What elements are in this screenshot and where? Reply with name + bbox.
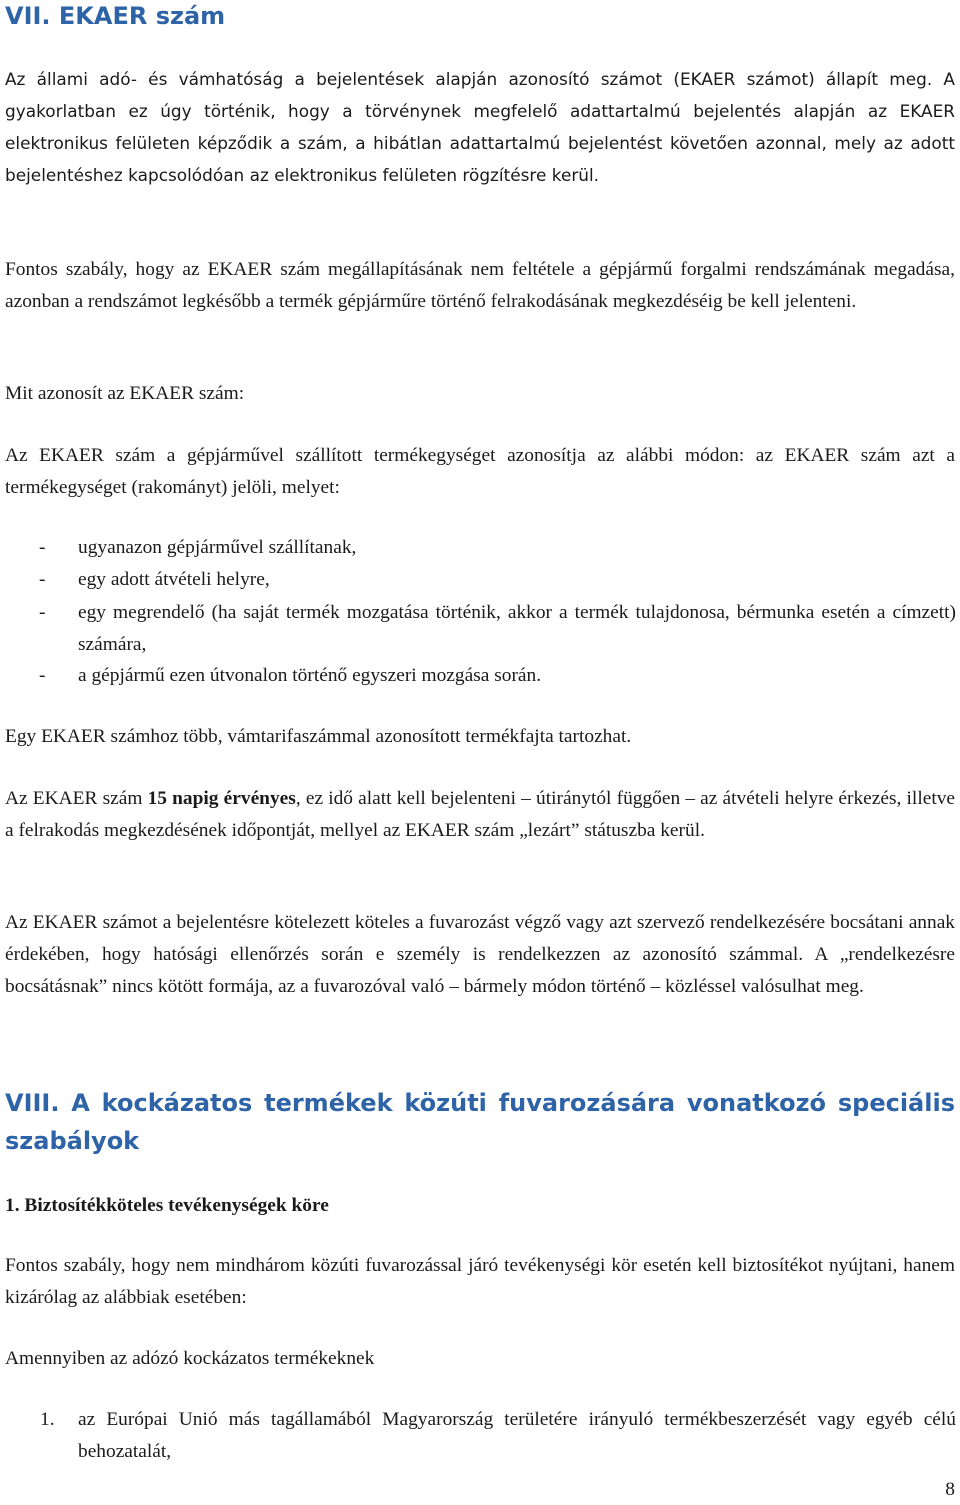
section-7-paragraph-2: Fontos szabály, hogy az EKAER szám megállapításának nem feltétele a gépjármű forgalmi rendszámának megadása, azonban a rendszámot legkésőbb a termék gépjárműre történő felrakodásának megkezdéséig be kell jelenteni.	[5, 259, 955, 312]
section-8-subheading: 1. Biztosítékköteles tevékenységek köre	[5, 1195, 329, 1216]
numbered-list-item: az Európai Unió más tagállamából Magyarország területére irányuló termékbeszerzését vagy egyéb célú behozatalát,	[78, 1409, 956, 1462]
section-7-paragraph-6	[5, 783, 955, 847]
list-item-marker: -	[39, 537, 46, 558]
section-8-paragraph-1: Fontos szabály, hogy nem mindhárom közúti fuvarozással járó tevékenységi kör esetén kell biztosítékot nyújtani, hanem kizárólag az alábbiak esetében:	[5, 1255, 955, 1308]
section-7-heading: VII. EKAER szám	[5, 2, 226, 30]
list-item: ugyanazon gépjárművel szállítanak,	[78, 537, 357, 558]
list-item-marker: -	[39, 665, 46, 686]
section-7-paragraph-7: Az EKAER számot a bejelentésre kötelezett köteles a fuvarozást végző vagy azt szervező rendelkezésére bocsátani annak érdekében, hogy hatósági ellenőrzés során e személy is rendelkezzen az azonosító számmal. A „rendelkezésre bocsátásnak” nincs kötött formája, az a fuvarozóval való – bármely módon történő – közléssel valósulhat meg.	[5, 912, 955, 997]
paragraph-6-text-end: , ez idő alatt kell bejelenteni – útiránytól függően – az átvételi helyre érkezés, illetve a felrakodás megkezdésének időpontját, mellyel az EKAER szám „lezárt” státuszba kerül.	[5, 788, 956, 841]
page-number: 8	[945, 1479, 955, 1500]
section-7-paragraph-4: Az EKAER szám a gépjárművel szállított termékegységet azonosítja az alábbi módon: az EKAER szám azt a termékegységet (rakományt) jelöli, melyet:	[5, 445, 955, 498]
section-7-paragraph-5: Egy EKAER számhoz több, vámtarifaszámmal azonosított termékfajta tartozhat.	[5, 726, 632, 747]
validity-emphasis: 15 napig érvényes	[147, 788, 296, 809]
paragraph-6-text-start: Az EKAER szám	[5, 788, 148, 809]
section-8-heading: VIII. A kockázatos termékek közúti fuvarozására vonatkozó speciális szabályok	[5, 1089, 955, 1155]
section-8-paragraph-2: Amennyiben az adózó kockázatos termékeknek	[5, 1348, 375, 1369]
list-item-marker: -	[39, 569, 46, 590]
list-item: egy megrendelő (ha saját termék mozgatása történik, akkor a termék tulajdonosa, bérmunka esetén a címzett) számára,	[78, 602, 956, 655]
section-7-paragraph-1: Az állami adó- és vámhatóság a bejelentések alapján azonosító számot (EKAER számot) állapít meg. A gyakorlatban ez úgy történik, hogy a törvénynek megfelelő adattartalmú bejelentés alapján az EKAER elektronikus felületen képződik a szám, a hibátlan adattartalmú bejelentést követően azonnal, mely az adott bejelentéshez kapcsolódóan az elektronikus felületen rögzítésre kerül.	[5, 69, 955, 185]
numbered-list-marker: 1.	[40, 1409, 55, 1430]
list-item-marker: -	[39, 602, 46, 623]
section-7-paragraph-3: Mit azonosít az EKAER szám:	[5, 383, 245, 404]
list-item: egy adott átvételi helyre,	[78, 569, 270, 590]
list-item: a gépjármű ezen útvonalon történő egyszeri mozgása során.	[78, 665, 542, 686]
